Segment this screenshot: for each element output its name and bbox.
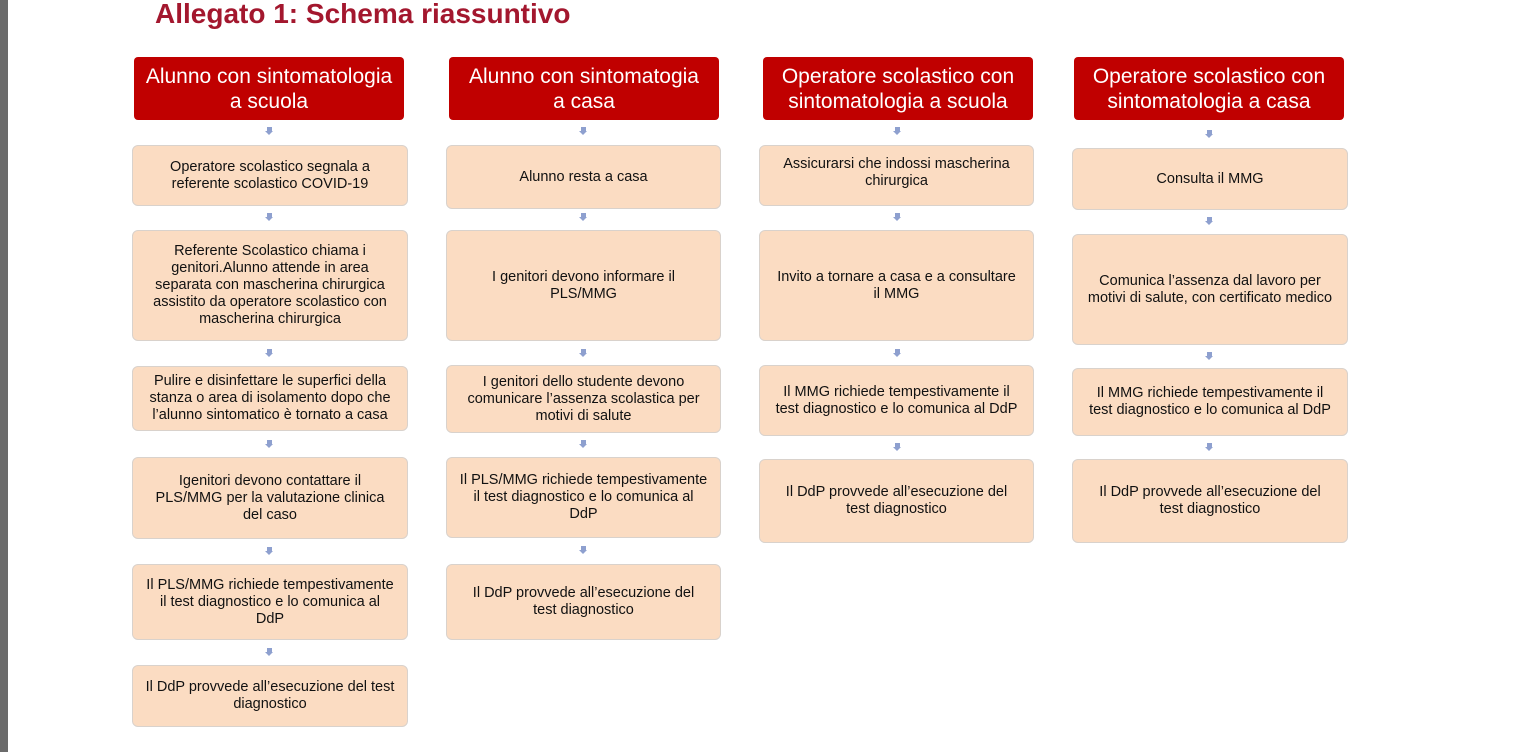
column-2-step-3: I genitori dello studente devono comunicare l’assenza scolastica per motivi di salute: [446, 365, 721, 433]
column-3-step-1: Assicurarsi che indossi mascherina chirurgica: [759, 145, 1034, 206]
column-1-step-4: Igenitori devono contattare il PLS/MMG per la valutazione clinica del caso: [132, 457, 408, 539]
arrow-down-icon: [265, 127, 273, 135]
document-page: [8, 0, 1517, 752]
arrow-down-icon: [893, 443, 901, 451]
arrow-down-icon: [265, 213, 273, 221]
column-4-step-3: Il MMG richiede tempestivamente il test diagnostico e lo comunica al DdP: [1072, 368, 1348, 436]
column-1-header: Alunno con sintomatologia a scuola: [134, 57, 404, 120]
arrow-down-icon: [579, 349, 587, 357]
column-3-step-2: Invito a tornare a casa e a consultare il MMG: [759, 230, 1034, 341]
arrow-down-icon: [1205, 130, 1213, 138]
column-4-header: Operatore scolastico con sintomatologia a casa: [1074, 57, 1344, 120]
arrow-down-icon: [579, 546, 587, 554]
column-3-step-4: Il DdP provvede all’esecuzione del test diagnostico: [759, 459, 1034, 543]
column-2-step-2: I genitori devono informare il PLS/MMG: [446, 230, 721, 341]
column-2-header: Alunno con sintomatogia a casa: [449, 57, 719, 120]
arrow-down-icon: [893, 213, 901, 221]
column-1-step-3: Pulire e disinfettare le superfici della stanza o area di isolamento dopo che l’alunno sintomatico è tornato a casa: [132, 366, 408, 431]
column-3-header: Operatore scolastico con sintomatologia a scuola: [763, 57, 1033, 120]
column-3-step-3: Il MMG richiede tempestivamente il test diagnostico e lo comunica al DdP: [759, 365, 1034, 436]
arrow-down-icon: [265, 648, 273, 656]
page-title: Allegato 1: Schema riassuntivo: [155, 0, 571, 29]
arrow-down-icon: [1205, 217, 1213, 225]
column-1-step-1: Operatore scolastico segnala a referente scolastico COVID-19: [132, 145, 408, 206]
arrow-down-icon: [893, 127, 901, 135]
arrow-down-icon: [893, 349, 901, 357]
column-4-step-2: Comunica l’assenza dal lavoro per motivi di salute, con certificato medico: [1072, 234, 1348, 345]
column-4-step-1: Consulta il MMG: [1072, 148, 1348, 210]
column-2-step-1: Alunno resta a casa: [446, 145, 721, 209]
arrow-down-icon: [265, 349, 273, 357]
column-2-step-5: Il DdP provvede all’esecuzione del test diagnostico: [446, 564, 721, 640]
column-1-step-6: Il DdP provvede all’esecuzione del test diagnostico: [132, 665, 408, 727]
column-1-step-5: Il PLS/MMG richiede tempestivamente il test diagnostico e lo comunica al DdP: [132, 564, 408, 640]
arrow-down-icon: [579, 440, 587, 448]
arrow-down-icon: [579, 127, 587, 135]
arrow-down-icon: [1205, 352, 1213, 360]
column-1-step-2: Referente Scolastico chiama i genitori.Alunno attende in area separata con mascherina chirurgica assistito da operatore scolastico con mascherina chirurgica: [132, 230, 408, 341]
column-2-step-4: Il PLS/MMG richiede tempestivamente il test diagnostico e lo comunica al DdP: [446, 457, 721, 538]
column-4-step-4: Il DdP provvede all’esecuzione del test diagnostico: [1072, 459, 1348, 543]
arrow-down-icon: [265, 440, 273, 448]
arrow-down-icon: [579, 213, 587, 221]
arrow-down-icon: [265, 547, 273, 555]
arrow-down-icon: [1205, 443, 1213, 451]
